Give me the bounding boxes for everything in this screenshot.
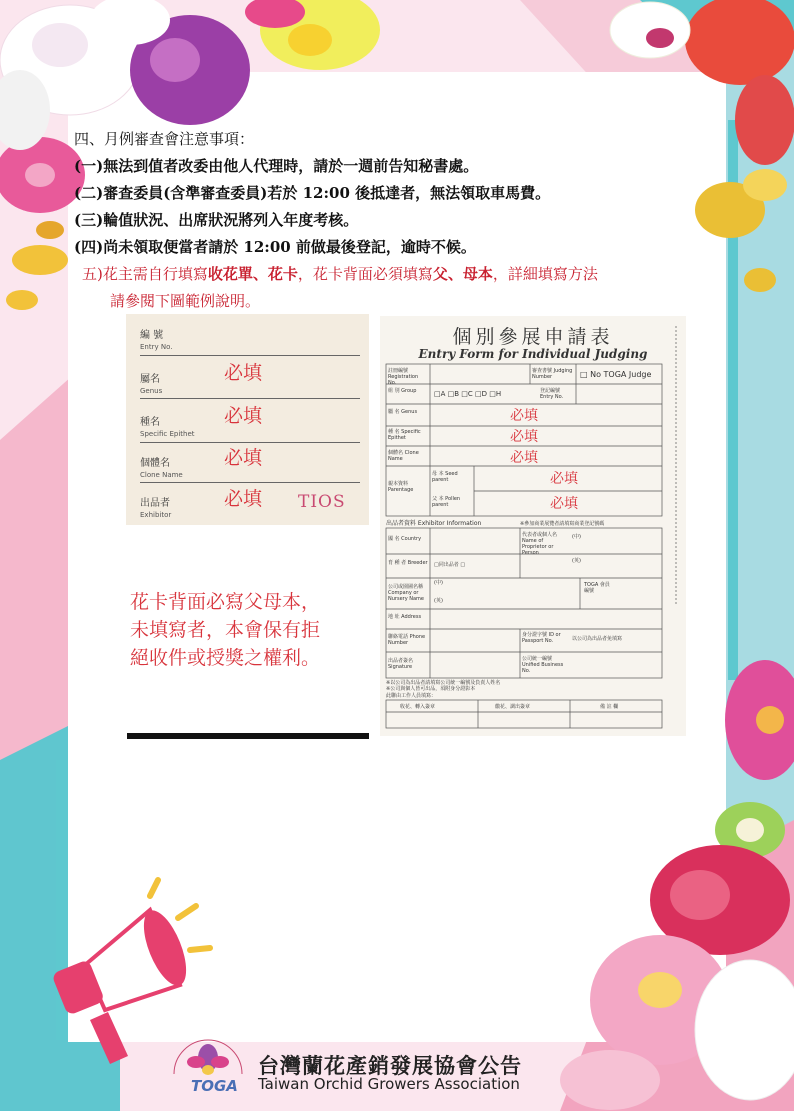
fc-entry-no	[140, 330, 172, 353]
ef-col-3: 備 註 欄	[600, 704, 619, 710]
fc-genus-required: 必填	[224, 362, 263, 384]
ef-pollen-required: 必填	[550, 496, 578, 512]
ef-agent-en: (英)	[572, 558, 581, 564]
ef-genus-required: 必填	[510, 408, 538, 424]
fc-clone-zh: 個體名	[140, 458, 170, 469]
tios-logo: TIOS	[298, 492, 346, 512]
fc-genus	[140, 374, 162, 397]
scan-edge-bar	[127, 733, 369, 739]
toga-logo-word: TOGA	[191, 1077, 238, 1095]
ef-company: 公司或園圃名稱 Company or Nursery Name	[388, 584, 425, 602]
ef-entry-no: 登記編號 Entry No.	[540, 388, 564, 400]
ef-reg-no: 註冊編號 Registration No.	[388, 368, 419, 386]
notice-item-5-bold1: 收花單、花卡	[207, 265, 298, 283]
flower-card-back-note	[130, 588, 370, 672]
ef-footer-note-2: ※公司與個人皆可出品，須附身分證影本	[386, 686, 476, 692]
ef-id: 身分證字號 ID or Passport No.	[522, 632, 561, 644]
notice-item-1: (一)無法到值者改委由他人代理時，請於一週前告知秘書處。	[74, 157, 479, 175]
ef-address: 地 址 Address	[388, 614, 422, 620]
ef-seed-parent: 母 本 Seed parent	[432, 471, 458, 483]
notice-item-5-suffix: ，詳細填寫方法	[492, 265, 598, 283]
fc-exhibitor-required: 必填	[224, 488, 263, 510]
ef-agent: 代表者或個人名 Name of Proprietor or Person	[522, 532, 558, 556]
ef-company-zh: (中)	[434, 580, 443, 586]
footer-org-zh: 台灣蘭花產銷發展協會公告	[258, 1054, 522, 1078]
ef-col-1: 收花、轉入簽章	[400, 704, 436, 710]
fc-divider	[140, 355, 360, 356]
ef-judging-no: 審查書號 Judging Number	[532, 368, 573, 380]
notice-section	[74, 126, 734, 315]
notice-item-4: (四)尚未領取便當者請於 12:00 前做最後登記，逾時不候。	[74, 238, 476, 256]
fc-epithet-required: 必填	[224, 405, 263, 427]
ef-breeder: 育 種 者 Breeder	[388, 560, 428, 566]
ef-no-toga: □ No TOGA Judge	[580, 370, 652, 379]
ef-group: 組 別 Group	[388, 388, 417, 394]
ef-signature: 出品者簽名 Signature	[388, 658, 414, 670]
fc-clone-required: 必填	[224, 447, 263, 469]
ef-parentage: 親本資料 Parentage	[388, 481, 414, 493]
back-note-line-2: 未填寫者，本會保有拒	[130, 619, 321, 641]
fc-divider	[140, 482, 360, 483]
entry-form-subtitle: Entry Form for Individual Judging	[418, 347, 648, 361]
notice-item-2: (二)審查委員(含準審查委員)若於 12:00 後抵達者，無法領取車馬費。	[74, 184, 551, 202]
ef-id-note: 以公司為出品者免填寫	[572, 636, 623, 642]
fc-epithet	[140, 417, 195, 440]
fc-entry-no-zh: 編 號	[140, 330, 164, 341]
notice-item-5-bold2: 父、母本	[432, 265, 493, 283]
ef-country: 國 名 Country	[388, 536, 422, 542]
fc-exhibitor-zh: 出品者	[140, 498, 170, 509]
ef-seed-required: 必填	[550, 471, 578, 487]
notice-item-5-mid: ，花卡背面必須填寫	[297, 265, 433, 283]
ef-pollen-parent: 父 本 Pollen parent	[432, 496, 461, 508]
fc-epithet-en: Specific Epithet	[140, 430, 195, 438]
notice-item-3: (三)輪值狀況、出席狀況將列入年度考核。	[74, 211, 359, 229]
footer-org-en: Taiwan Orchid Growers Association	[258, 1075, 520, 1093]
ef-clone: 個體名 Clone Name	[388, 450, 419, 462]
entry-form-example	[380, 316, 686, 736]
notice-item-5	[74, 261, 734, 288]
ef-exhibitor-section: 出品者資料 Exhibitor Information	[386, 520, 482, 527]
fc-genus-zh: 屬名	[140, 374, 160, 385]
flower-card-example	[126, 314, 369, 525]
ef-clone-required: 必填	[510, 450, 538, 466]
fc-genus-en: Genus	[140, 387, 163, 395]
back-note-line-3: 絕收件或授獎之權利。	[130, 647, 321, 669]
fc-divider	[140, 398, 360, 399]
notice-item-5-prefix: 五)花主需自行填寫	[82, 265, 208, 283]
ef-toga-member: TOGA 會員編號	[584, 582, 610, 594]
fc-epithet-zh: 種名	[140, 417, 160, 428]
ef-epithet-required: 必填	[510, 429, 538, 445]
ef-unified: 公司統一編號 Unified Business No.	[522, 656, 564, 674]
fc-exhibitor-en: Exhibitor	[140, 511, 172, 519]
ef-breeder-opt: □同出品者 □	[434, 562, 466, 568]
ef-staff: 此聯由工作人員填寫：	[386, 693, 437, 699]
ef-footer-note-1: ※以公司為出品者請填寫公司統一編號及負責人姓名	[386, 680, 501, 686]
notice-title: 四、月例審查會注意事項：	[74, 130, 255, 148]
ef-agent-zh: (中)	[572, 534, 581, 540]
entry-form-title: 個別參展申請表	[452, 326, 614, 348]
notice-item-5-line2: 請參閱下圖範例說明。	[110, 292, 261, 310]
ef-company-en: (英)	[434, 598, 443, 604]
fc-entry-no-en: Entry No.	[140, 343, 173, 351]
ef-col-2: 繳花、調出簽章	[495, 704, 531, 710]
fc-clone-en: Clone Name	[140, 471, 183, 479]
fc-exhibitor	[140, 498, 171, 521]
back-note-line-1: 花卡背面必寫父母本，	[130, 591, 321, 613]
ef-phone: 聯絡電話 Phone Number	[388, 634, 426, 646]
ef-epithet: 種 名 Specific Epithet	[388, 429, 421, 441]
ef-group-options: □A □B □C □D □H	[434, 390, 502, 398]
ef-genus: 屬 名 Genus	[388, 409, 418, 415]
ef-exhibitor-note: ※參加商業展覽者請填寫商業登記號碼	[520, 521, 605, 527]
fc-clone	[140, 458, 183, 481]
